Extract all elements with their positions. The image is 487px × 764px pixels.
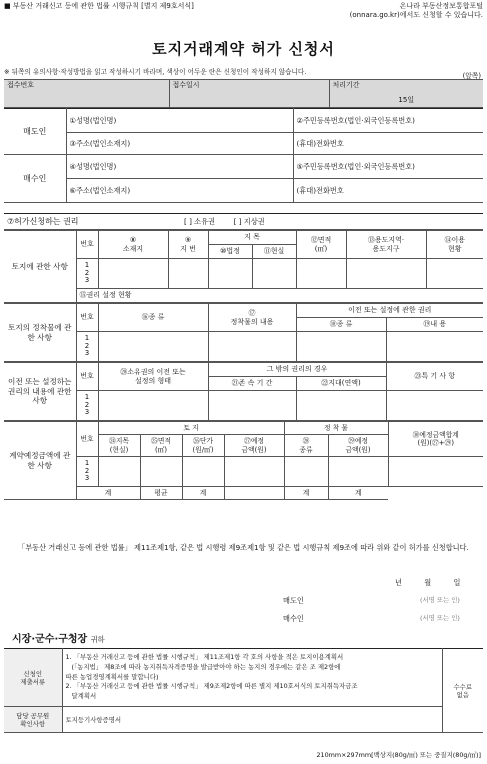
attachments-table — [4, 648, 483, 733]
transfer-rent-cell[interactable] — [296, 391, 386, 421]
price-sum3-label: 계 — [284, 487, 328, 500]
price-land-header: 토 지 — [98, 422, 284, 435]
price-jimok-cell[interactable] — [98, 457, 140, 487]
seller-address-field[interactable]: ③주소(법인소재지) — [66, 133, 293, 155]
docs-label: 신청인 제출서류 — [4, 649, 62, 707]
fixture-kind-header: ⑯종 류 — [98, 304, 208, 332]
land-jibun-cell[interactable] — [168, 259, 208, 289]
seller-label: 매도인 — [4, 109, 66, 155]
price-sum-label: 계 — [76, 487, 140, 500]
doc-item-1: 1. 「부동산 거래신고 등에 관한 법률 시행규칙」 제11조제1항 각 호의 사항을 적은 토지이용계획서 — [65, 653, 344, 662]
buyer-rrn-field[interactable]: ⑤주민등록번호(법인·외국인등록번호) — [293, 155, 483, 179]
doc-item-2: 2. 「부동산 거래신고 등에 관한 법률 시행규칙」 제9조제2항에 따른 별지 제10호서식의 토지취득자금조 — [65, 682, 358, 691]
right-type-options — [181, 214, 483, 230]
buyer-sign-label: 매수인 — [283, 614, 304, 623]
fixture-section-label: 토지의 정착물에 관한 사항 — [4, 304, 76, 362]
land-use-header: ⑭이용 현황 — [426, 231, 483, 259]
price-amount-cell[interactable] — [224, 457, 284, 487]
right-type-label: ⑦허가신청하는 권리 — [4, 214, 181, 230]
land-jibun-header: ⑨ 지 번 — [168, 231, 208, 259]
buyer-label: 매수인 — [4, 155, 66, 203]
price-row-2: 2 — [84, 466, 90, 475]
transfer-special-header: ㉓특 기 사 항 — [386, 363, 483, 391]
land-section-label: 토지에 관한 사항 — [4, 231, 76, 303]
fixture-row-numbers — [76, 332, 98, 362]
transfer-period-cell[interactable] — [208, 391, 296, 421]
official-check-item: 토지등기사항증명서 — [62, 707, 442, 733]
fixture-content2-cell[interactable] — [386, 332, 483, 362]
transfer-row-1: 1 — [84, 392, 90, 401]
price-row-3: 3 — [84, 474, 90, 483]
price-section-label: 계약예정금액에 관한 사항 — [4, 422, 76, 500]
application-date[interactable]: 년 월 일 — [395, 578, 461, 587]
land-use-cell[interactable] — [426, 259, 483, 289]
land-area-header: ⑫면적 (㎡) — [296, 231, 346, 259]
fixture-kind-cell[interactable] — [98, 332, 208, 362]
land-zone-cell[interactable] — [346, 259, 426, 289]
transfer-form-cell[interactable] — [98, 391, 208, 421]
transfer-form-header: ⑳소유권의 이전 또는 설정의 형태 — [98, 363, 208, 391]
price-row-numbers — [76, 457, 98, 487]
price-unit-header: ㉖단가 (원/㎡) — [182, 435, 224, 457]
fixture-content2-header: ⑲내 용 — [386, 318, 483, 332]
buyer-signature-field[interactable]: (서명 또는 인) — [420, 614, 460, 622]
official-label: 담당 공무원 확인사항 — [4, 707, 62, 733]
price-kind-header: ㉘ 종류 — [284, 435, 328, 457]
fixture-row-2: 2 — [84, 341, 90, 350]
land-row-3: 3 — [84, 276, 90, 285]
transfer-special-cell[interactable] — [386, 391, 483, 421]
land-legal-cell[interactable] — [208, 259, 252, 289]
fee-cell — [442, 649, 483, 733]
land-area-cell[interactable] — [296, 259, 346, 289]
land-rights-field[interactable]: ⑮권리 설정 현황 — [76, 289, 483, 303]
fixture-content-cell[interactable] — [208, 332, 296, 362]
notice-text: ※ 뒤쪽의 유의사항·작성방법을 읽고 작성하시기 바라며, 색상이 어두운 란은 신청인이 작성하지 않습니다. — [4, 68, 307, 76]
price-jimok-header: ㉔지목 (현실) — [98, 435, 140, 457]
price-fixture-header: 정 착 물 — [284, 422, 388, 435]
processing-days: 15일 — [398, 95, 415, 104]
buyer-phone-field[interactable]: (휴대)전화번호 — [293, 179, 483, 203]
doc-item-1c: 따른 농업경영계획서를 말합니다) — [65, 672, 159, 681]
processing-period-label: 처리기간 — [332, 81, 360, 89]
fixture-kind2-cell[interactable] — [296, 332, 386, 362]
seller-sign-label: 매도인 — [283, 596, 304, 605]
transfer-row-2: 2 — [84, 400, 90, 409]
page-side: (앞쪽) — [462, 72, 481, 80]
price-no-header: 번호 — [76, 422, 98, 457]
recipient-suffix: 귀하 — [90, 635, 105, 644]
land-actual-cell[interactable] — [252, 259, 296, 289]
receipt-date: 접수일시 — [169, 80, 329, 108]
land-jimok-actual-header: ⑪현실 — [252, 245, 296, 259]
price-area-cell[interactable] — [140, 457, 182, 487]
fixture-transfer-header: 이전 또는 설정에 관한 권리 — [296, 304, 483, 318]
seller-signature-field[interactable]: (서명 또는 인) — [420, 596, 460, 604]
paper-spec: 210mm×297mm[백상지(80g/㎡) 또는 중질지(80g/㎡)] — [316, 751, 481, 759]
transfer-rent-header: ㉒지대(연액) — [296, 377, 386, 391]
recipient-line — [12, 634, 105, 647]
application-sheet — [4, 79, 483, 500]
seller-name-field[interactable]: ①성명(법인명) — [66, 109, 293, 133]
processing-period — [329, 80, 483, 108]
land-no-header: 번호 — [76, 231, 98, 259]
land-jimok-legal-header: ⑩법정 — [208, 245, 252, 259]
docs-list — [62, 649, 442, 707]
superficies-checkbox[interactable]: [ ] 지상권 — [233, 217, 265, 226]
fixture-kind2-header: ⑱종 류 — [296, 318, 386, 332]
land-location-header: ⑧ 소재지 — [98, 231, 168, 259]
price-unit-cell[interactable] — [182, 457, 224, 487]
price-avg-label: 평균 — [140, 487, 182, 500]
transfer-other-header: 그 밖의 권리의 경우 — [208, 363, 386, 377]
land-zone-header: ⑬용도지역· 용도지구 — [346, 231, 426, 259]
recipient-title: 시장·군수·구청장 — [12, 634, 88, 645]
form-header-law: ■ 부동산 거래신고 등에 관한 법률 시행규칙 [별지 제9호서식] — [4, 2, 194, 10]
declaration-text: 「부동산 거래신고 등에 관한 법률」 제11조제1항, 같은 법 시행령 제9조제1항 및 같은 법 시행규칙 제9조에 따라 위와 같이 허가를 신청합니다. — [18, 543, 469, 552]
price-amount2-cell[interactable] — [328, 457, 388, 487]
portal-url: (onnara.go.kr)에서도 신청할 수 있습니다. — [349, 11, 483, 20]
price-kind-cell[interactable] — [284, 457, 328, 487]
land-row-numbers — [76, 259, 98, 289]
form-header-portal — [350, 2, 483, 21]
fixture-no-header: 번호 — [76, 304, 98, 332]
seller-phone-field[interactable]: (휴대)전화번호 — [293, 133, 483, 155]
price-total-header: ㉚예정금액합계 (원)(㉗+㉙) — [388, 422, 483, 457]
fee-value: 없음 — [456, 690, 469, 699]
price-amount-header: ㉗예정 금액(원) — [224, 435, 284, 457]
land-location-cell[interactable] — [98, 259, 168, 289]
transfer-row-numbers — [76, 391, 98, 421]
fixture-row-1: 1 — [84, 333, 90, 342]
price-total-cell[interactable] — [388, 457, 483, 487]
fee-label: 수수료 — [453, 682, 473, 691]
ownership-checkbox[interactable]: [ ] 소유권 — [184, 217, 216, 226]
portal-name: 온나라 부동산정보통합포털 — [399, 2, 483, 10]
land-row-1: 1 — [84, 260, 90, 269]
transfer-no-header: 번호 — [76, 363, 98, 391]
land-jimok-header: 지 목 — [208, 231, 296, 245]
fixture-content-header: ⑰ 정착물의 내용 — [208, 304, 296, 332]
receipt-no: 접수번호 — [4, 80, 169, 108]
price-sum4-label: 계 — [328, 487, 388, 500]
price-amount2-header: ㉙예정 금액(원) — [328, 435, 388, 457]
doc-item-2b: 달계획서 — [71, 691, 97, 700]
doc-item-1b: (「농지법」 제8조에 따라 농지취득자격증명을 발급받아야 하는 농지의 경우에는 같은 조 제2항에 — [71, 663, 341, 672]
fixture-row-3: 3 — [84, 349, 90, 358]
price-sum2-label: 계 — [182, 487, 224, 500]
buyer-address-field[interactable]: ⑥주소(법인소재지) — [66, 179, 293, 203]
seller-rrn-field[interactable]: ②주민등록번호(법인·외국인등록번호) — [293, 109, 483, 133]
form-title: 토지거래계약 허가 신청서 — [152, 40, 335, 58]
transfer-row-3: 3 — [84, 408, 90, 417]
price-row-1: 1 — [84, 459, 90, 468]
price-area-header: ㉕면적 (㎡) — [140, 435, 182, 457]
transfer-section-label: 이전 또는 설정하는 권리의 내용에 관한 사항 — [4, 363, 76, 421]
buyer-name-field[interactable]: ④성명(법인명) — [66, 155, 293, 179]
transfer-period-header: ㉑존 속 기 간 — [208, 377, 296, 391]
land-row-2: 2 — [84, 268, 90, 277]
